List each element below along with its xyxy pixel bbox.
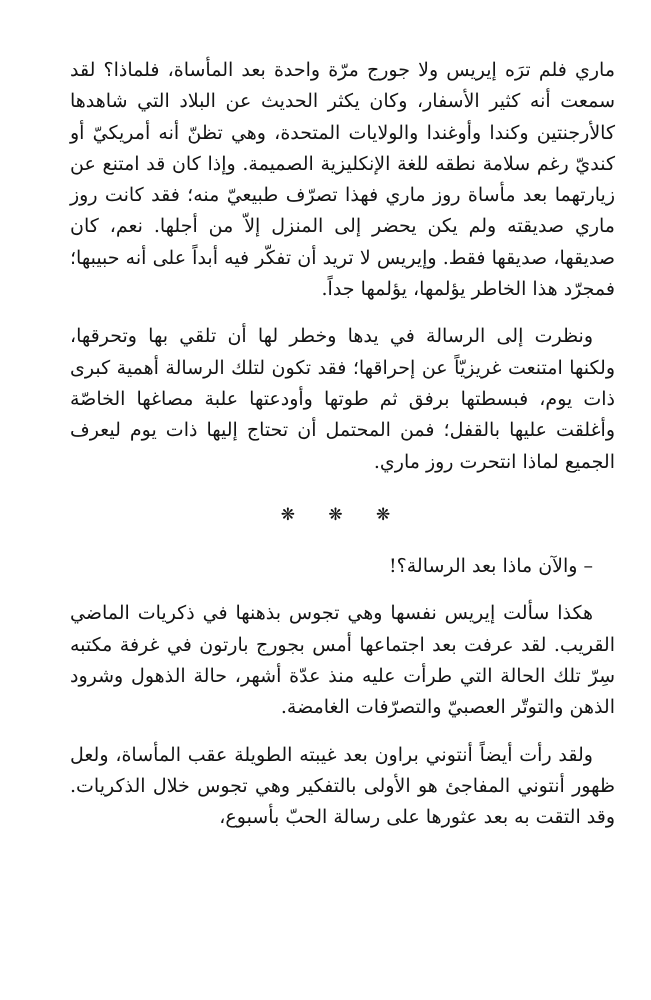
section-separator: ❋ ❋ ❋ xyxy=(280,504,405,525)
paragraph: ماري فلم ترَه إيريس ولا جورج مرّة واحدة بعد المأساة، فلماذا؟ لقد سمعت أنه كثير الأسفار، وكان يكثر الحديث عن البلاد التي شاهدها كالأرجنتين وكندا وأوغندا والولايات المتحدة، وهي تظنّ أنه أمريكيّ أو كنديّ رغم سلامة نطقه للغة الإنكليزية الصميمة. وإذا كان قد امتنع عن زيارتهما بعد مأساة روز ماري فهذا تصرّف طبيعيّ منه؛ فقد كانت روز ماري صديقته ولم يكن يحضر إلى المنزل إلاّ من أجلها. نعم، كان صديقها، صديقها فقط. وإيريس لا تريد أن تفكّر فيه أبداً على أنه حبيبها؛ فمجرّد هذا الخاطر يؤلمها، يؤلمها جداً. xyxy=(70,59,615,301)
dialogue-line: – والآن ماذا بعد الرسالة؟! xyxy=(389,555,593,578)
paragraph: ونظرت إلى الرسالة في يدها وخطر لها أن تلقي بها وتحرقها، ولكنها امتنعت غريزيّاً عن إحراقها؛ فقد تكون لتلك الرسالة أهمية كبرى ذات يوم، فبسطتها برفق ثم طوتها وأودعتها علبة مصاغها الخاصّة وأغلقت عليها بالقفل؛ فمن المحتمل أن تحتاج إليها ذات يوم ليعرف الجميع لماذا انتحرت روز ماري. xyxy=(70,325,615,473)
book-page xyxy=(70,55,615,834)
paragraph: ولقد رأت أيضاً أنتوني براون بعد غيبته الطويلة عقب المأساة، ولعل ظهور أنتوني المفاجئ هو الأولى بالتفكير وهي تجوس خلال الذكريات. وقد التقت به بعد عثورها على رسالة الحبّ بأسبوع، xyxy=(70,743,615,829)
paragraph: هكذا سألت إيريس نفسها وهي تجوس بذهنها في ذكريات الماضي القريب. لقد عرفت بعد اجتماعها أمس بجورج بارتون في غرفة مكتبه سِرّ تلك الحالة التي طرأت عليه منذ عدّة أشهر، حالة الذهول وشرود الذهن والتوتّر العصبيّ والتصرّفات الغامضة. xyxy=(70,602,615,719)
